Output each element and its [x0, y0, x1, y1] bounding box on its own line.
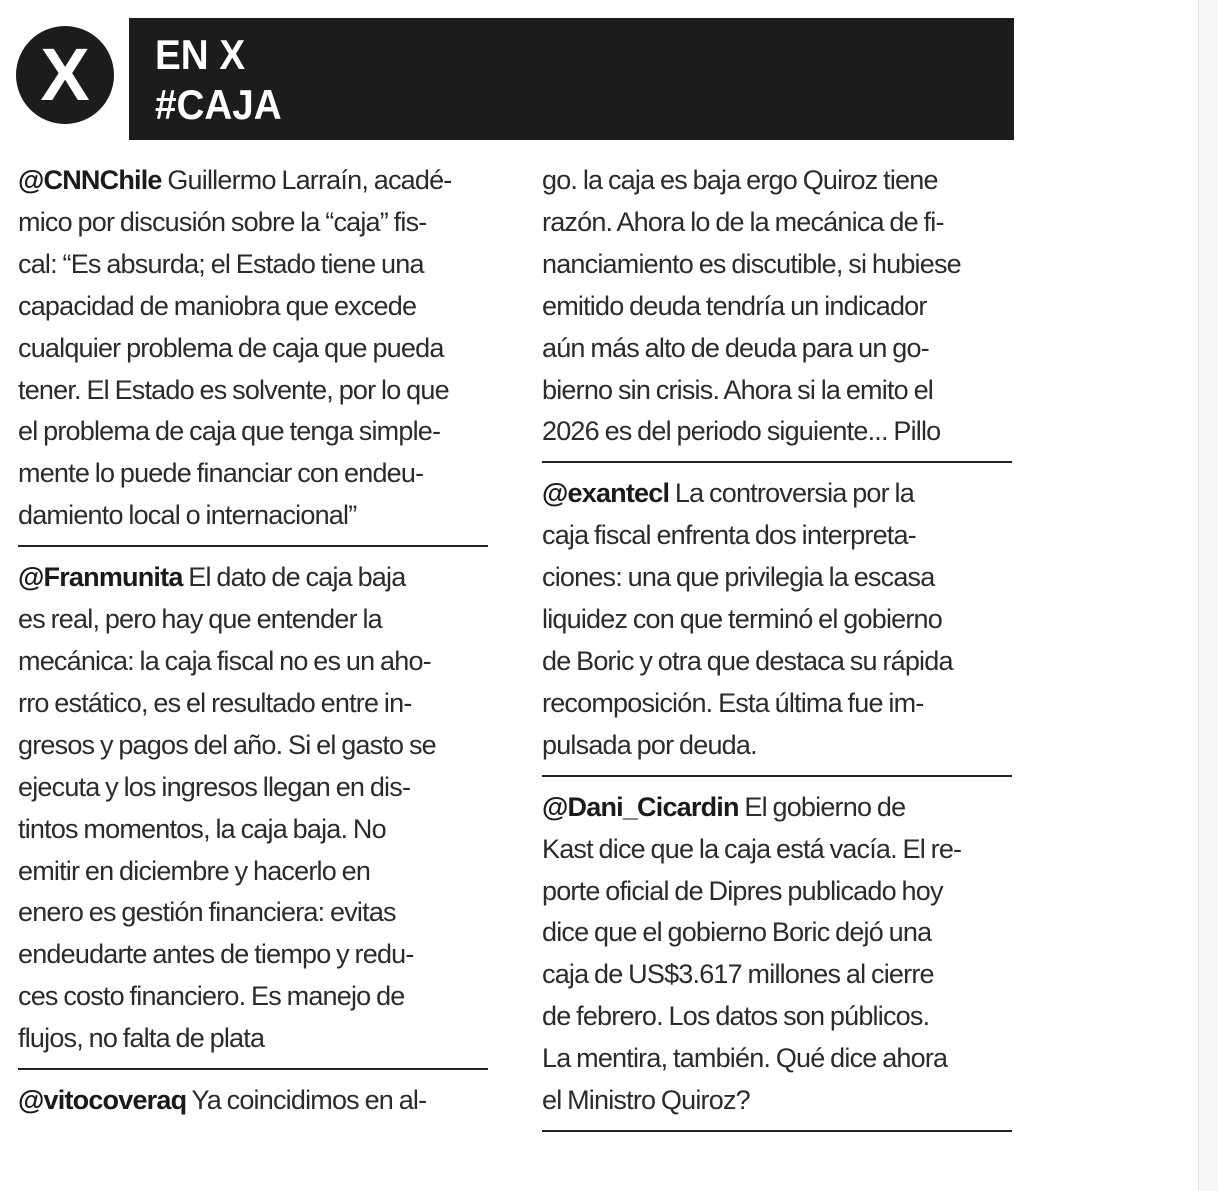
- tweet-handle[interactable]: @Franmunita: [18, 562, 183, 593]
- right-column: [542, 160, 1012, 1142]
- tweet-handle[interactable]: @vitocoveraq: [18, 1085, 187, 1116]
- page-gutter: [1198, 0, 1218, 1191]
- tweet-text: El dato de caja baja es real, pero hay que entender la mecánica: la caja fiscal no es un aho- rro estático, es el resultado entre in- gresos y pagos del año. Si el gasto se ejecuta y los ingresos llegan en dis- tintos momentos, la caja baja. No emitir en diciembre y hacerlo en enero es gestión financiera: evitas endeudarte antes de tiempo y redu- ces costo financiero. Es manejo de flujos, no falta de plata: [18, 562, 436, 1054]
- left-column: [18, 160, 488, 1122]
- tweet-text: El gobierno de Kast dice que la caja está vacía. El re- porte oficial de Dipres publicado hoy dice que el gobierno Boric dejó una caja de US$3.617 millones al cierre de febrero. Los datos son públicos. La mentira, también. Qué dice ahora el Ministro Quiroz?: [542, 791, 962, 1116]
- tweet-vitocoveraq-continued: [542, 160, 1012, 453]
- divider: [542, 775, 1012, 777]
- tweet-handle[interactable]: @exantecl: [542, 478, 670, 509]
- tweet-dani-cicardin: [542, 787, 1012, 1122]
- tweet-franmunita: [18, 557, 488, 1060]
- section-header: [129, 18, 1014, 140]
- tweet-text: Ya coincidimos en al-: [186, 1085, 427, 1116]
- divider: [18, 1068, 488, 1070]
- divider: [542, 461, 1012, 463]
- divider: [542, 1130, 1012, 1132]
- tweet-text: go. la caja es baja ergo Quiroz tiene razón. Ahora lo de la mecánica de fi- nanciamiento es discutible, si hubiese emitido deuda tendría un indicador aún más alto de deuda para un go- bierno sin crisis. Ahora si la emito el 2026 es del periodo siguiente... Pillo: [542, 165, 961, 447]
- tweet-exantecl: [542, 473, 1012, 766]
- section-title: EN X: [155, 31, 246, 78]
- tweet-vitocoveraq: [18, 1080, 488, 1122]
- section-hashtag: #CAJA: [155, 81, 282, 128]
- tweet-handle[interactable]: @CNNChile: [18, 165, 162, 195]
- tweet-text: Guillermo Larraín, acadé- mico por discusión sobre la “caja” fis- cal: “Es absurda; el Estado tiene una capacidad de maniobra que excede cualquier problema de caja que pueda tener. El Estado es solvente, por lo que el problema de caja que tenga simple- mente lo puede financiar con endeu- damiento local o internacional”: [18, 165, 452, 531]
- x-logo-letter: X: [40, 33, 90, 116]
- divider: [18, 545, 488, 547]
- tweet-cnnchile: [18, 160, 488, 537]
- tweet-text: La controversia por la caja fiscal enfrenta dos interpreta- ciones: una que privilegia la escasa liquidez con que terminó el gobierno de Boric y otra que destaca su rápida recomposición. Esta última fue im- pulsada por deuda.: [542, 478, 953, 760]
- tweet-handle[interactable]: @Dani_Cicardin: [542, 791, 739, 822]
- x-logo-icon: [16, 26, 114, 124]
